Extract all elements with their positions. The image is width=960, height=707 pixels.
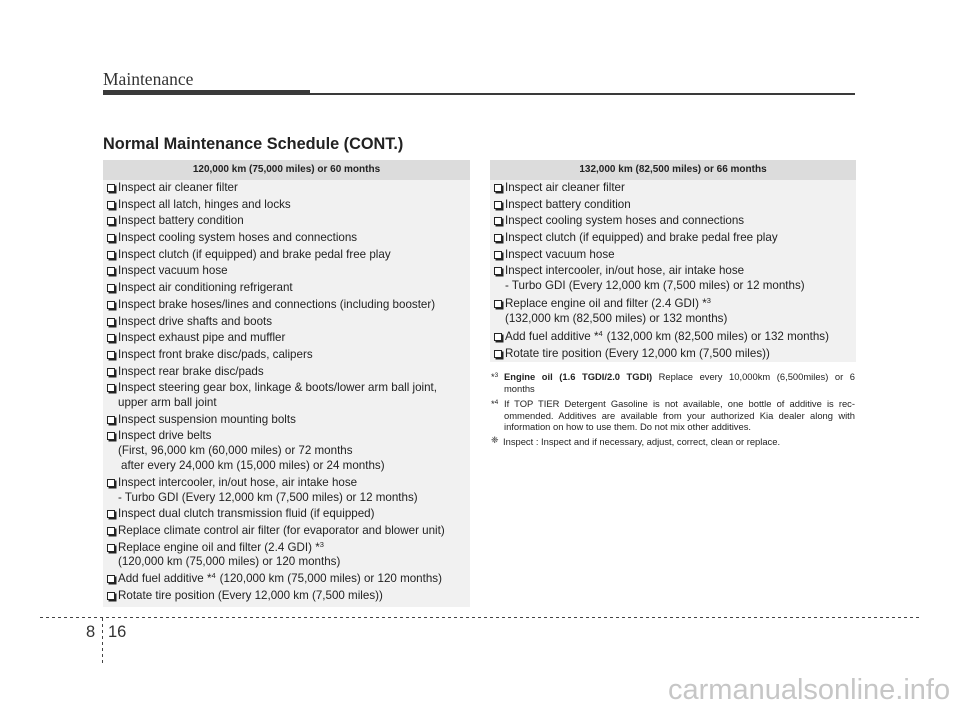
item-text: Rotate tire position (Every 12,000 km (7,500 miles)) — [505, 347, 770, 361]
checkbox-icon — [107, 251, 115, 259]
footnote-line: ommended. Additives are available from your authorized Kia dealer along with — [504, 409, 855, 421]
header-rule-thick — [103, 90, 310, 95]
checklist-item — [103, 365, 470, 380]
checklist-item — [490, 330, 856, 345]
item-text: Inspect brake hoses/lines and connections (including booster) — [118, 297, 436, 311]
footnote-marker — [491, 398, 498, 410]
footnote-line: months — [504, 382, 535, 394]
checklist — [103, 180, 470, 604]
checkbox-icon — [107, 301, 115, 309]
checkbox-icon — [107, 284, 115, 292]
checkbox-icon — [107, 544, 115, 552]
item-text: Inspect air conditioning refrigerant — [118, 281, 293, 295]
item-text: Inspect drive belts — [118, 429, 212, 443]
checkbox-icon — [494, 217, 502, 225]
checkbox-icon — [107, 201, 115, 209]
item-text: Inspect steering gear box, linkage & boots/lower arm ball joint, — [118, 381, 437, 395]
footnote-line: If TOP TIER Detergent Gasoline is not available, one bottle of additive is rec- — [504, 397, 855, 409]
footnote-ref: 3 — [319, 539, 324, 549]
footnote-number: 3 — [494, 372, 499, 379]
checklist-item — [103, 524, 470, 539]
checklist-item — [490, 347, 856, 362]
checklist-item — [103, 541, 470, 571]
checkbox-icon — [107, 318, 115, 326]
checklist-item — [490, 297, 856, 327]
checkbox-icon — [107, 184, 115, 192]
item-text-line — [118, 572, 470, 587]
item-text: Replace climate control air filter (for evaporator and blower unit) — [118, 523, 445, 537]
item-text: Add fuel additive * — [118, 572, 212, 586]
item-text-line — [118, 541, 470, 556]
item-text: Inspect dual clutch transmission fluid (if equipped) — [118, 507, 375, 521]
checkbox-icon — [494, 234, 502, 242]
checklist-item — [490, 248, 856, 263]
checklist-item — [490, 231, 856, 246]
item-text-continued: (120,000 km (75,000 miles) or 120 months) — [118, 555, 341, 569]
checkbox-icon — [107, 510, 115, 518]
item-text: Inspect suspension mounting bolts — [118, 412, 296, 426]
item-text: Inspect clutch (if equipped) and brake pedal free play — [118, 247, 391, 261]
footnote-line — [504, 371, 855, 383]
item-text: Inspect battery condition — [505, 197, 631, 211]
checklist-item — [103, 572, 470, 587]
footer-rule — [40, 617, 920, 618]
item-text-tail: (132,000 km (82,500 miles) or 132 months) — [606, 330, 829, 344]
item-text: Inspect intercooler, in/out hose, air intake hose — [505, 264, 745, 278]
checklist-item — [490, 264, 856, 294]
checklist-item — [103, 507, 470, 522]
checkbox-icon — [107, 368, 115, 376]
footnote-marker — [491, 371, 498, 383]
footnotes — [491, 371, 855, 448]
item-text: Replace engine oil and filter (2.4 GDI) * — [118, 540, 320, 554]
item-text: Add fuel additive * — [505, 330, 599, 344]
checklist-item — [103, 281, 470, 296]
footnote-ref: 3 — [706, 296, 711, 306]
item-text-continued: upper arm ball joint — [118, 396, 217, 410]
inspect-definition-note — [491, 436, 855, 448]
footnote-text: Replace every 10,000km (6,500miles) or 6 — [658, 371, 855, 382]
item-text: Inspect vacuum hose — [118, 264, 228, 278]
checklist-item — [103, 315, 470, 330]
page-title: Normal Maintenance Schedule (CONT.) — [103, 135, 404, 153]
item-text-continued: - Turbo GDI (Every 12,000 km (7,500 miles) or 12 months) — [118, 490, 418, 504]
footnote-asterisk: * — [491, 371, 495, 382]
checklist-item — [103, 589, 470, 604]
item-text-continued: - Turbo GDI (Every 12,000 km (7,500 miles) or 12 months) — [505, 279, 805, 293]
footer-divider — [102, 618, 103, 666]
footnote-ref: 4 — [598, 329, 603, 339]
checkbox-icon — [107, 351, 115, 359]
item-text: Inspect cooling system hoses and connections — [118, 231, 358, 245]
section-title: Maintenance — [103, 69, 194, 89]
item-text: Inspect battery condition — [118, 214, 244, 228]
checkbox-icon — [494, 267, 502, 275]
item-text: Inspect clutch (if equipped) and brake pedal free play — [505, 231, 778, 245]
page-number: 16 — [108, 623, 127, 641]
item-text-tail: (120,000 km (75,000 miles) or 120 months) — [219, 572, 442, 586]
checkbox-icon — [107, 234, 115, 242]
schedule-panel-132k — [490, 160, 856, 362]
item-text: Inspect front brake disc/pads, calipers — [118, 347, 313, 361]
footnote-4 — [491, 398, 855, 433]
checkbox-icon — [494, 300, 502, 308]
checkbox-icon — [107, 267, 115, 275]
footnote-number: 4 — [494, 398, 499, 406]
checkbox-icon — [107, 575, 115, 583]
item-text-line — [505, 330, 856, 345]
item-text: Inspect exhaust pipe and muffler — [118, 331, 286, 345]
checklist-item — [103, 413, 470, 428]
item-text: Inspect rear brake disc/pads — [118, 364, 264, 378]
checklist-item — [103, 181, 470, 196]
item-text-line — [505, 297, 856, 312]
item-text: Inspect drive shafts and boots — [118, 314, 273, 328]
item-text: Replace engine oil and filter (2.4 GDI) * — [505, 297, 707, 311]
footnote-3 — [491, 371, 855, 394]
checkbox-icon — [494, 251, 502, 259]
schedule-heading: 120,000 km (75,000 miles) or 60 months — [103, 160, 470, 180]
checklist — [490, 180, 856, 362]
checklist-item — [103, 231, 470, 246]
item-text: Inspect vacuum hose — [505, 247, 615, 261]
footnote-asterisk: * — [491, 397, 495, 409]
item-text: Inspect intercooler, in/out hose, air intake hose — [118, 475, 358, 489]
checklist-item — [103, 198, 470, 213]
checklist-item — [103, 264, 470, 279]
checklist-item — [103, 248, 470, 263]
item-text-continued: (132,000 km (82,500 miles) or 132 months) — [505, 312, 728, 326]
schedule-heading: 132,000 km (82,500 miles) or 66 months — [490, 160, 856, 180]
checklist-item — [103, 348, 470, 363]
checklist-item — [103, 331, 470, 346]
checklist-item — [103, 298, 470, 313]
checkbox-icon — [494, 333, 502, 341]
checkbox-icon — [494, 184, 502, 192]
checkbox-icon — [107, 592, 115, 600]
checklist-item — [103, 429, 470, 473]
checkbox-icon — [107, 432, 115, 440]
checkbox-icon — [107, 416, 115, 424]
item-text: Inspect cooling system hoses and connections — [505, 214, 745, 228]
checkbox-icon — [107, 527, 115, 535]
checkbox-icon — [107, 217, 115, 225]
sparkle-icon: ❈ — [491, 435, 499, 446]
item-text: Inspect all latch, hinges and locks — [118, 197, 291, 211]
checklist-item — [103, 214, 470, 229]
footnote-line: information on how to use them. Do not mix other additives. — [504, 421, 752, 433]
item-text: Inspect air cleaner filter — [505, 181, 625, 194]
chapter-number: 8 — [86, 623, 96, 641]
item-text: Inspect air cleaner filter — [118, 181, 238, 194]
footnote-ref: 4 — [211, 571, 216, 581]
checkbox-icon — [107, 479, 115, 487]
checkbox-icon — [107, 334, 115, 342]
checklist-item — [490, 214, 856, 229]
item-text: Rotate tire position (Every 12,000 km (7,500 miles)) — [118, 588, 383, 602]
checklist-item — [490, 181, 856, 196]
item-text-continued: (First, 96,000 km (60,000 miles) or 72 months — [118, 444, 353, 458]
checklist-item — [490, 198, 856, 213]
checkbox-icon — [107, 384, 115, 392]
item-text-continued: after every 24,000 km (15,000 miles) or 24 months) — [121, 459, 385, 473]
checklist-item — [103, 476, 470, 506]
checklist-item — [103, 381, 470, 411]
schedule-panel-120k — [103, 160, 470, 607]
watermark: carmanualsonline.info — [668, 674, 951, 706]
checkbox-icon — [494, 201, 502, 209]
inspect-note-text: Inspect : Inspect and if necessary, adjust, correct, clean or replace. — [503, 435, 781, 447]
checkbox-icon — [494, 350, 502, 358]
header-rule-thin — [310, 93, 855, 95]
footnote-label: Engine oil (1.6 TGDI/2.0 TGDI) — [504, 371, 653, 382]
